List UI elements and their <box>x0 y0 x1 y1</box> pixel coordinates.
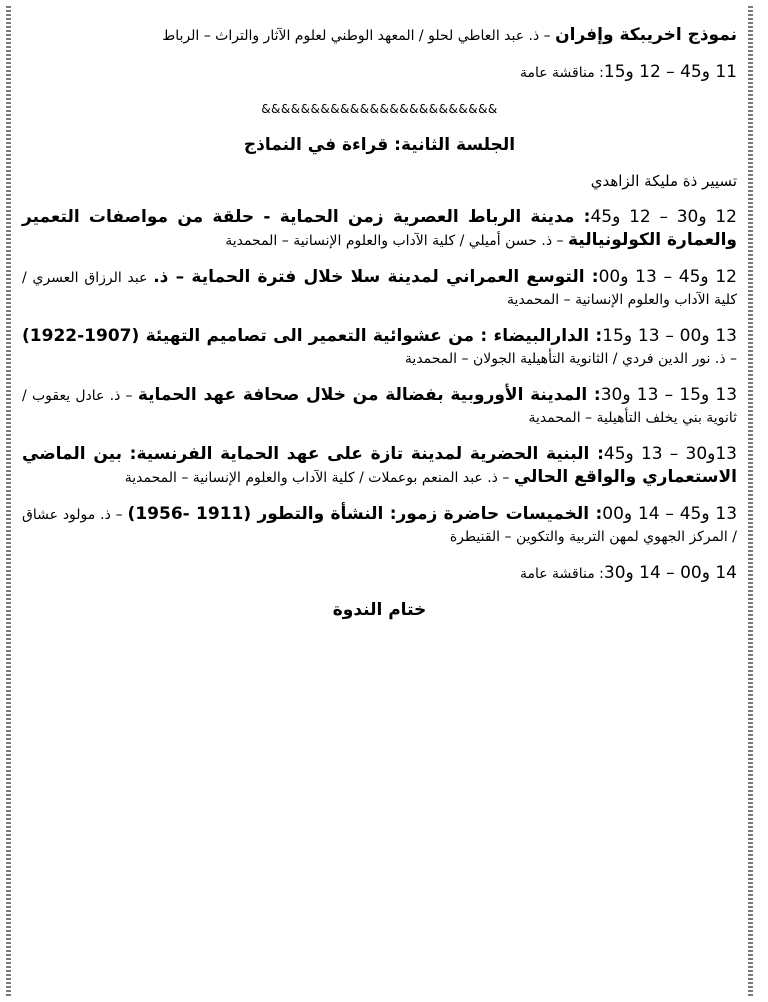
closing-heading: ختام الندوة <box>332 600 427 620</box>
time-slot: 13 و15 – 13 و30 <box>600 385 738 405</box>
entry-text: : مناقشة عامة <box>519 65 604 81</box>
speaker-info: – ذ. عبد العاطي لحلو / المعهد الوطني لعلوم الآثار والتراث – الرباط <box>162 28 556 44</box>
speaker-info: – ذ. نور الدين فردي / الثانوية التأهيلية الجولان – المحمدية <box>404 351 737 367</box>
session-entry <box>22 384 737 429</box>
page-border-right <box>748 6 753 996</box>
session-entry <box>22 24 737 47</box>
session-entry <box>22 325 737 370</box>
time-slot: 14 و00 – 14 و30 <box>603 563 737 583</box>
session-entry <box>22 206 737 252</box>
discussion-entry <box>22 61 737 84</box>
session-entry <box>22 443 737 489</box>
discussion-entry <box>22 562 737 585</box>
talk-title: نموذج اخريبكة وإفران <box>555 25 737 45</box>
time-slot: 12 و45 – 13 و00 <box>598 267 737 287</box>
talk-title: : البنية الحضرية لمدينة تازة على عهد الحماية الفرنسية: بين الماضي الاستعماري والواقع الحالي <box>22 444 737 487</box>
talk-title: : الخميسات حاضرة زمور: النشأة والتطور (1911 -1956) <box>127 504 603 524</box>
talk-title: : التوسع العمراني لمدينة سلا خلال فترة الحماية – ذ. <box>153 267 599 287</box>
talk-title: : المدينة الأوروبية بفضالة من خلال صحافة عهد الحماية <box>137 385 601 405</box>
session-entry <box>22 503 737 548</box>
speaker-info: عبد الرزاق العسري / كلية الآداب والعلوم الإنسانية – المحمدية <box>22 270 737 308</box>
speaker-info: – ذ. مولود عشاق / المركز الجهوي لمهن التربية والتكوين – القنيطرة <box>22 507 737 545</box>
time-slot: 13 و45 – 14 و00 <box>602 504 738 524</box>
moderator-line: تسيير ذة مليكة الزاهدي <box>590 172 737 190</box>
program-content <box>22 24 737 635</box>
time-slot: 13و30 – 13 و45 <box>603 444 737 464</box>
session-heading: الجلسة الثانية: قراءة في النماذج <box>243 135 516 155</box>
time-slot: 12 و30 – 12 و45 <box>590 207 737 227</box>
separator-line: &&&&&&&&&&&&&&&&&&&&&&&& <box>261 102 498 116</box>
talk-title: : الدارالبيضاء : من عشوائية التعمير الى تصاميم التهيئة (1907-1922) <box>22 326 603 346</box>
speaker-info: – ذ. عبد المنعم بوعملات / كلية الآداب والعلوم الإنسانية – المحمدية <box>124 470 514 486</box>
talk-title: : مدينة الرباط العصرية زمن الحماية - حلقة من مواصفات التعمير والعمارة الكولونيالية <box>22 207 737 250</box>
entry-text: : مناقشة عامة <box>519 566 604 582</box>
document-page <box>6 6 753 996</box>
speaker-info: – ذ. حسن أميلي / كلية الآداب والعلوم الإنسانية – المحمدية <box>225 233 568 249</box>
session-entry <box>22 266 737 311</box>
page-border-left <box>6 6 11 996</box>
time-slot: 13 و00 – 13 و15 <box>602 326 737 346</box>
speaker-info: – ذ. عادل يعقوب / ثانوية بني يخلف التأهيلية – المحمدية <box>22 388 737 426</box>
time-slot: 11 و45 – 12 و15 <box>603 62 737 82</box>
